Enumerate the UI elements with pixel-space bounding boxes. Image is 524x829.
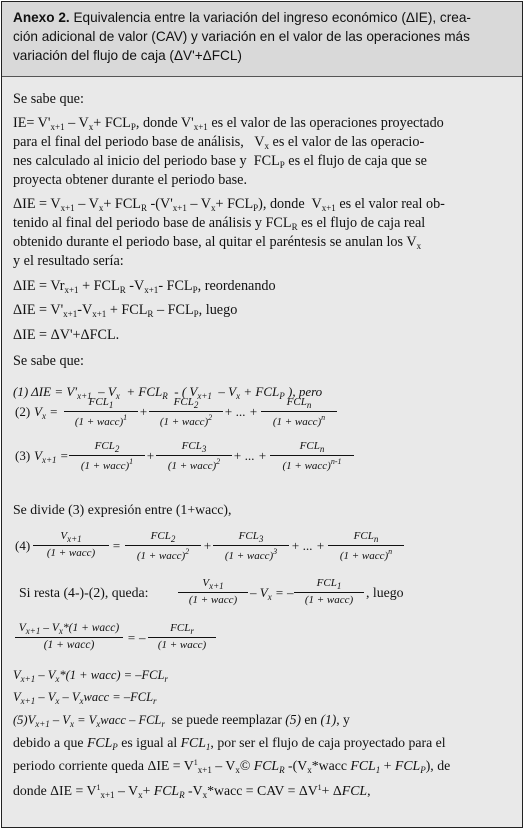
annex-panel (1, 1, 523, 828)
text-line: nes calculado al inicio del periodo base y $FCL_P$ es el flujo de caja que se (13, 153, 427, 170)
equation-label: (2) (15, 404, 31, 419)
text-line: proyecta obtener durante el periodo base. (13, 172, 247, 188)
ellipsis: + ... + (233, 448, 267, 463)
fraction: $FCL_n$ (1 + wacc)$^{n-1}$ (270, 440, 354, 472)
fraction: $V_{x+1} - V_x*(1$ + wacc) (1 + wacc) (15, 622, 123, 651)
equation-6 (13, 622, 513, 658)
plus-sign: + (146, 448, 155, 463)
header-line-2: ción adicional de valor (CAV) y variación en el valor de las operaciones más (13, 29, 470, 44)
equation-mid: – $V_x$ = – (250, 585, 294, 602)
ellipsis: + ... + (224, 404, 258, 419)
text-line: periodo corriente queda $\Delta IE = V^1_{x+1}$ – $V_x©$ $FCL_R$ $-(V_x*wacc$ $FCL_1 + FCL_P$), de (13, 758, 451, 775)
fraction: $FCL_1$ (1 + wacc)$^1$ (64, 396, 138, 428)
fraction: $FCL_3$ (1 + wacc)$^3$ (213, 530, 289, 562)
text-line: debido a que $FCL_P$ es igual al $FCL_1$, por ser el flujo de caja proyectado para el (13, 735, 446, 752)
fraction: $FCL_2$ (1 + wacc)$^1$ (69, 440, 145, 472)
fraction: $FCL_1$ (1 + wacc) (294, 577, 364, 606)
text-line: para el final del periodo base de análisis, $V_x$ es el valor de las operacio- (13, 134, 425, 151)
fraction: $FCL_2$ (1 + wacc)$^2$ (149, 396, 223, 428)
ellipsis: + ... + (291, 538, 325, 553)
text-line: donde $\Delta IE = V^1_{x+1} - V_x+ FCL_R$ $-V_x*wacc$ = CAV = $\Delta V^1+ \Delta FCL$, (13, 783, 371, 800)
fraction: $V_{x+1}$ (1 + wacc) (33, 530, 109, 559)
text-line: $\Delta IE = V_{x+1} - V_x+ FCL_R$ $-(V'_{x+1} - V_x+ FCL_P)$, donde $V_{x+1}$ es el valor real ob- (13, 196, 445, 213)
equation-3 (13, 440, 513, 476)
equation-4 (13, 530, 513, 566)
text-line: $\Delta IE = V'_{x+1}-V_{x+1} + FCL_R - FCL_P$, luego (13, 302, 238, 319)
header-line-1 (13, 10, 471, 25)
equation-lhs: $V_x$ = (34, 404, 58, 421)
equation-9: $(5)V_{x+1} - V_x$ = $V_xwacc - FCL_r$ se puede reemplazar (5) en (1), y (13, 712, 350, 729)
fraction: $FCL_3$ (1 + wacc)$^2$ (156, 440, 232, 472)
fraction: $V_{x+1}$ (1 + wacc) (178, 577, 248, 606)
annex-label: Anexo 2. (13, 10, 70, 25)
text-line: Se sabe que: (13, 353, 84, 369)
text-line: Se divide (3) expresión entre (1+wacc), (13, 502, 232, 517)
text-line: y el resultado sería: (13, 253, 124, 269)
plus-sign: + (203, 538, 212, 553)
equals-sign: = – (127, 630, 146, 645)
equation-label: (4) (15, 538, 31, 553)
text-line: tenido al final del periodo base de análisis y $FCL_R$ es el flujo de caja real (13, 215, 426, 232)
text-line: obtenido durante el periodo base, al quitar el paréntesis se anulan los $V_x$ (13, 234, 422, 251)
fraction: $FCL_n$ (1 + wacc)$^n$ (328, 530, 404, 562)
annex-header (2, 2, 522, 77)
equation-subtraction (13, 577, 513, 613)
equation-8: $V_{x+1} - V_x$ – $V_xwacc = -FCL_r$ (13, 690, 157, 706)
equation-1: (1) $\Delta IE = V'_{x+1} - V_x + FCL_R$ - ( $V_{x+1} - V_x + FCL_P$ ), pero (13, 384, 323, 401)
fraction: $FCL_r$ (1 + wacc) (148, 622, 216, 651)
text-line: $\Delta IE = Vr_{x+1} + FCL_R$ $-V_{x+1}-$ $FCL_P$, reordenando (13, 278, 276, 295)
equation-label: (3) (15, 448, 31, 463)
fraction: $FCL_2$ (1 + wacc)$^2$ (125, 530, 201, 562)
equation-2 (13, 396, 513, 432)
text-line: ΔIE = ΔV'+ΔFCL. (13, 327, 120, 343)
fraction: $FCL_n$ (1 + wacc)$^n$ (261, 396, 337, 428)
plus-sign: + (139, 404, 148, 419)
header-title-1: Equivalencia entre la variación del ingreso económico (ΔIE), crea- (69, 10, 471, 25)
subtraction-tail: , luego (366, 585, 404, 600)
subtraction-text: Si resta (4-)-(2), queda: (19, 585, 149, 600)
equation-7: $V_{x+1} - V_x*(1$ + wacc) = $-FCL_r$ (13, 668, 168, 684)
equation-lhs: $V_{x+1}$ = (34, 448, 69, 465)
header-line-3: variación del flujo de caja (ΔV'+ΔFCL) (13, 48, 242, 63)
text-line: $IE= V'_{x+1} - V_x+ FCL_P$, donde $V'_{x+1}$ es el valor de las operaciones proyectado (13, 115, 444, 132)
text-line: Se sabe que: (13, 91, 84, 107)
equals-sign: = (112, 538, 121, 553)
